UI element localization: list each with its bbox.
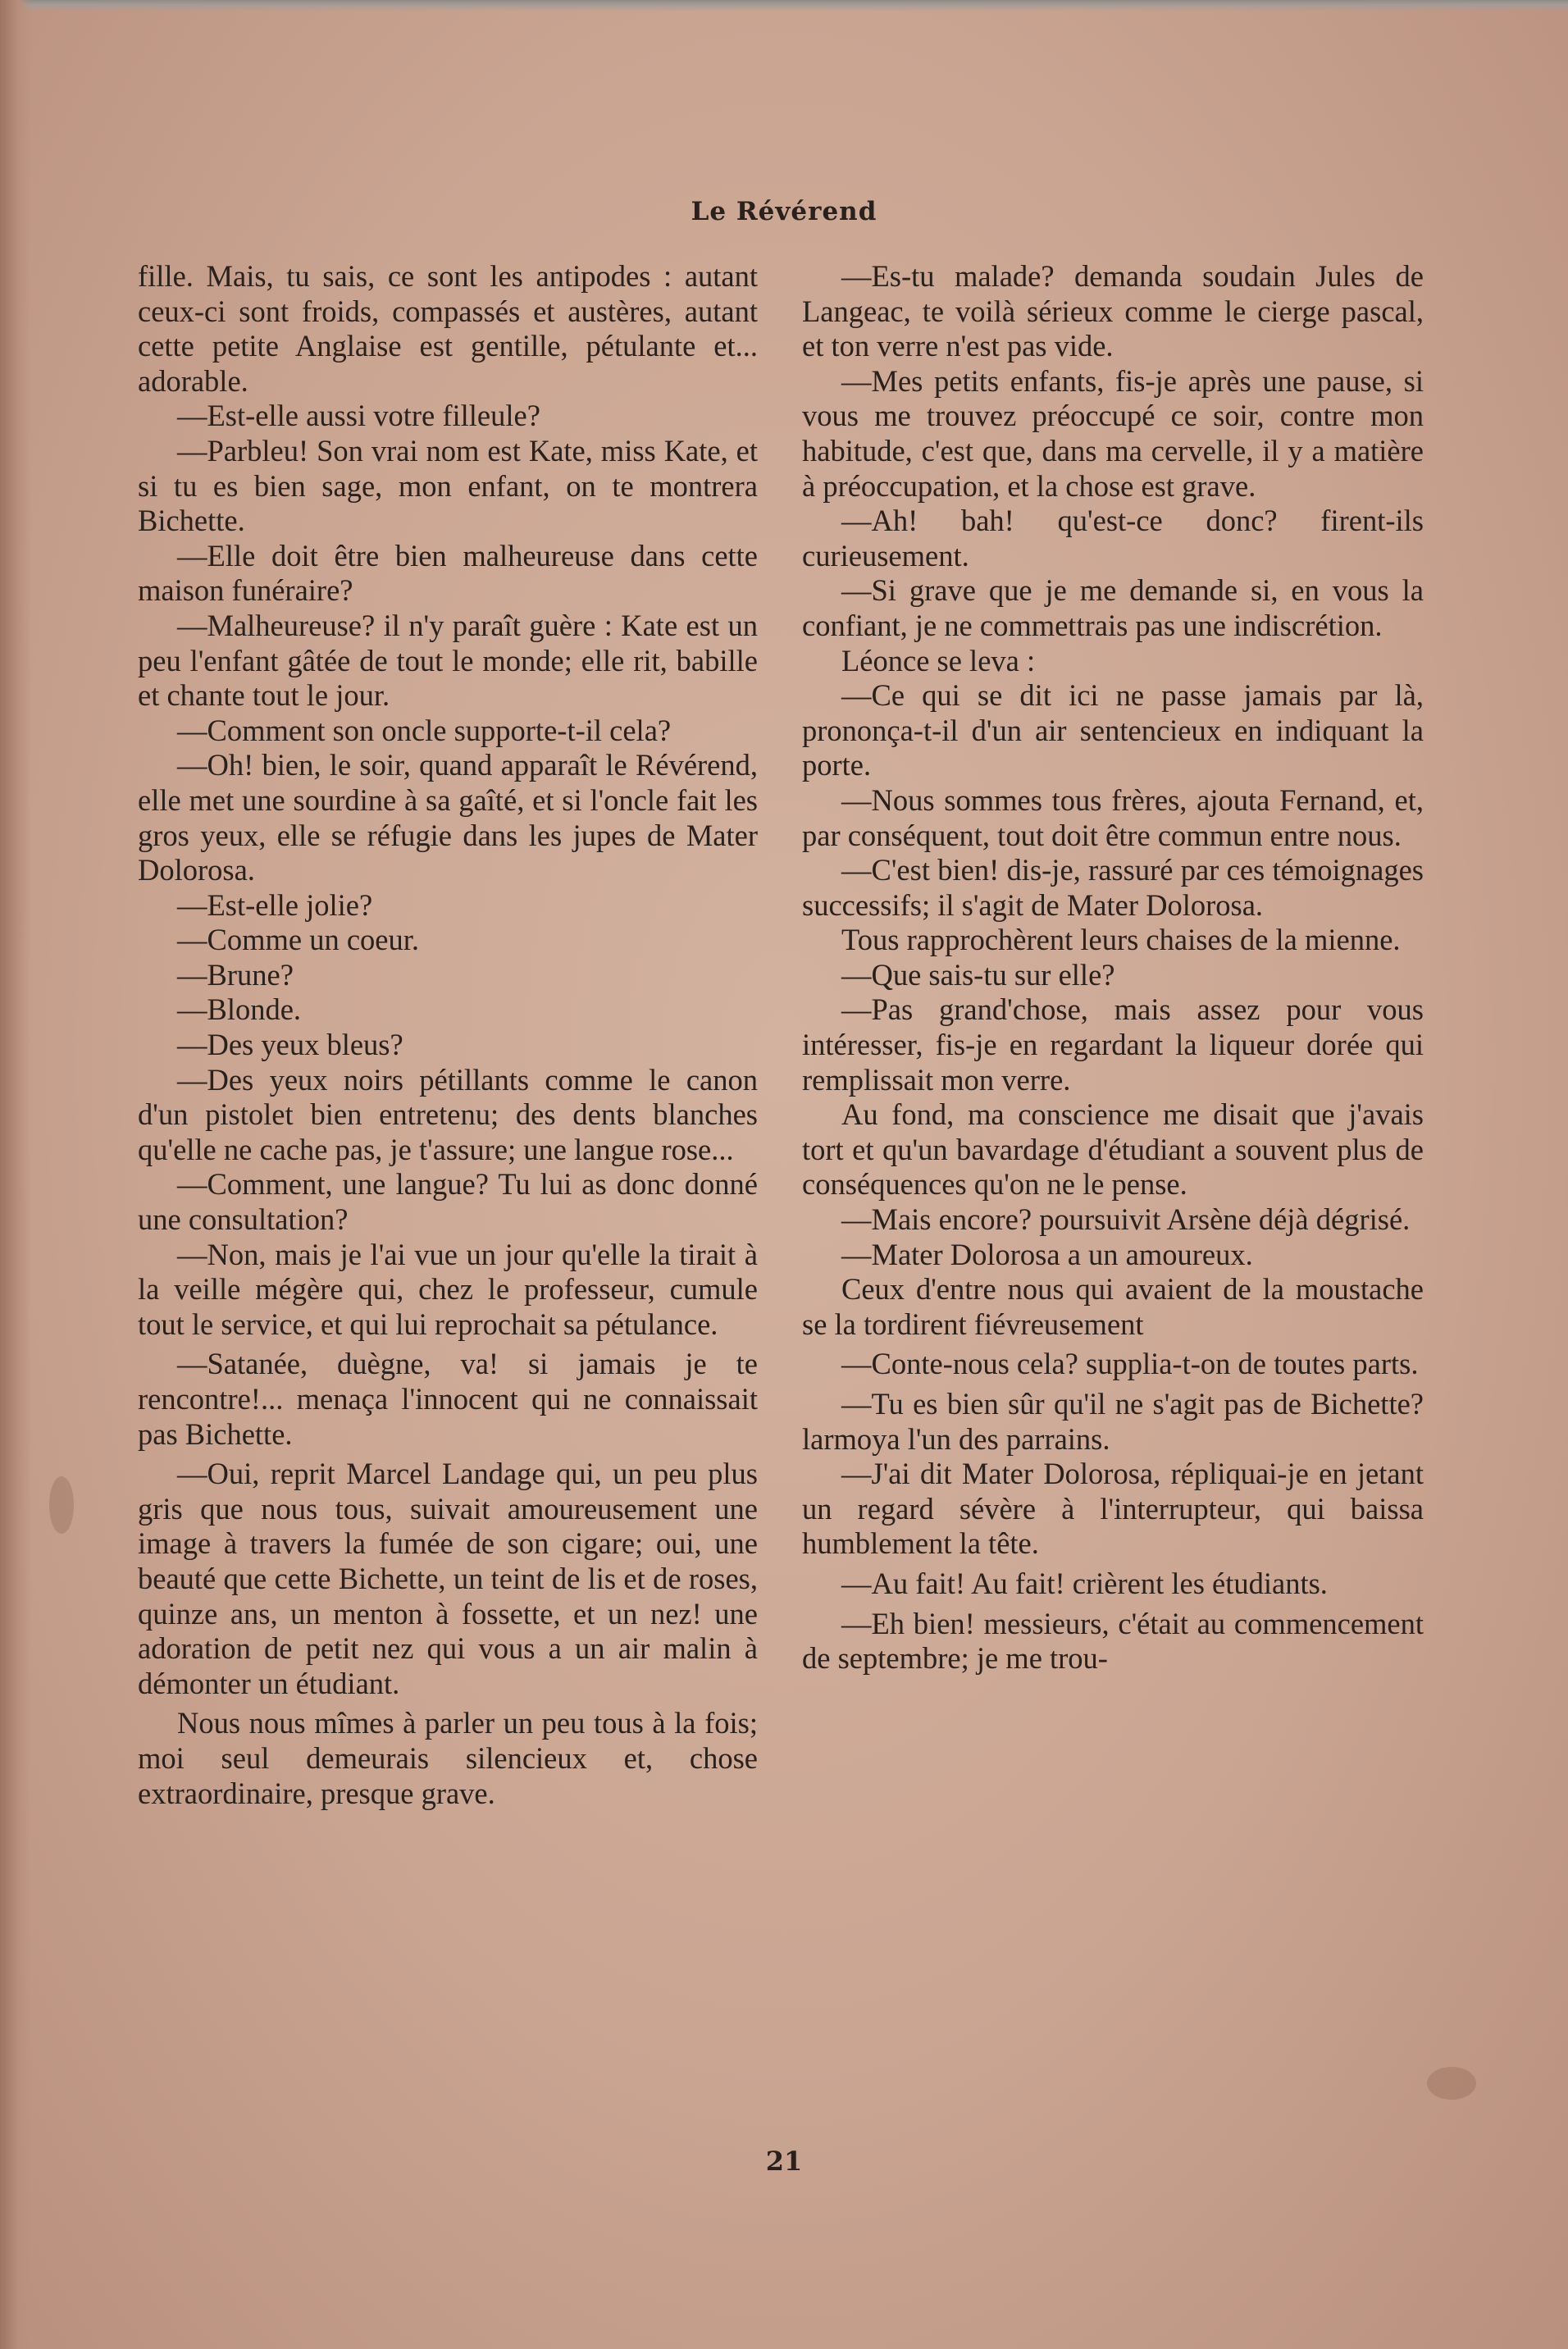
page-top-edge — [0, 0, 1568, 11]
paragraph: —Des yeux noirs pétillants comme le canon d'un pistolet bien entretenu; des dents blanches qu'elle ne cache pas, je t'assure; une langue rose... — [138, 1062, 758, 1166]
page-number: 21 — [765, 2146, 803, 2177]
running-title: Le Révérend — [691, 197, 877, 226]
paragraph: —Oui, reprit Marcel Landage qui, un peu plus gris que nous tous, suivait amoureusement une image à travers la fumée de son cigare; oui, une beauté que cette Bichette, un teint de lis et de roses, quinze ans, un menton à fossette, et un nez! une adoration de petit nez qui vous a un air malin à démonter un étudiant. — [138, 1457, 758, 1700]
paragraph: —Blonde. — [177, 992, 302, 1027]
paragraph: Ceux d'entre nous qui avaient de la moustache se la tordirent fiévreusement — [802, 1272, 1424, 1341]
paper-stain — [49, 1476, 74, 1534]
right-column — [802, 259, 1424, 1676]
paragraph: —Au fait! Au fait! crièrent les étudiants. — [841, 1566, 1328, 1600]
paragraph: —Satanée, duègne, va! si jamais je te rencontre!... menaça l'innocent qui ne connaissait pas Bichette. — [138, 1347, 758, 1451]
paragraph: —J'ai dit Mater Dolorosa, répliquai-je en jetant un regard sévère à l'interrupteur, qui baissa humblement la tête. — [802, 1457, 1424, 1561]
paragraph: —Eh bien! messieurs, c'était au commencement de septembre; je me trou- — [802, 1606, 1424, 1676]
page-binding-edge — [0, 0, 31, 2349]
paragraph: —Est-elle jolie? — [177, 887, 373, 922]
paragraph: —Pas grand'chose, mais assez pour vous intéresser, fis-je en regardant la liqueur dorée qui remplissait mon verre. — [802, 992, 1424, 1097]
paragraph: —Tu es bien sûr qu'il ne s'agit pas de Bichette? larmoya l'un des parrains. — [802, 1387, 1424, 1456]
paragraph: —Des yeux bleus? — [177, 1028, 403, 1062]
paragraph: —Oh! bien, le soir, quand apparaît le Révérend, elle met une sourdine à sa gaîté, et si l'oncle fait les gros yeux, elle se réfugie dans les jupes de Mater Dolorosa. — [138, 748, 758, 887]
paragraph: —Comment, une langue? Tu lui as donc donné une consultation? — [138, 1167, 758, 1237]
paragraph: —Que sais-tu sur elle? — [841, 957, 1115, 992]
paragraph: Léonce se leva : — [841, 643, 1036, 677]
paragraph: —Nous sommes tous frères, ajouta Fernand, et, par conséquent, tout doit être commun entre nous. — [802, 782, 1424, 852]
paragraph: —Ah! bah! qu'est-ce donc? firent-ils curieusement. — [802, 504, 1424, 572]
paragraph: —Si grave que je me demande si, en vous la confiant, je ne commettrais pas une indiscrétion. — [802, 573, 1424, 642]
paragraph: —Parbleu! Son vrai nom est Kate, miss Kate, et si tu es bien sage, mon enfant, on te montrera Bichette. — [138, 433, 758, 538]
paragraph: —Est-elle aussi votre filleule? — [177, 399, 540, 433]
paper-stain — [1427, 2067, 1476, 2100]
paragraph: Au fond, ma conscience me disait que j'avais tort et qu'un bavardage d'étudiant a souvent plus de conséquences qu'on ne le pense. — [802, 1097, 1424, 1202]
paragraph: —Ce qui se dit ici ne passe jamais par là, prononça-t-il d'un air sentencieux en indiquant la porte. — [802, 678, 1424, 782]
left-column — [138, 259, 758, 1811]
paragraph: —Comment son oncle supporte-t-il cela? — [177, 713, 672, 747]
paragraph: Nous nous mîmes à parler un peu tous à la fois; moi seul demeurais silencieux et, chose extraordinaire, presque grave. — [138, 1706, 758, 1810]
paragraph: —Mater Dolorosa a un amoureux. — [841, 1237, 1253, 1271]
paragraph: —Conte-nous cela? supplia-t-on de toutes parts. — [841, 1347, 1419, 1381]
paragraph: —Mais encore? poursuivit Arsène déjà dégrisé. — [841, 1202, 1411, 1237]
paragraph: fille. Mais, tu sais, ce sont les antipodes : autant ceux-ci sont froids, compassés et austères, autant cette petite Anglaise est gentille, pétulante et... adorable. — [138, 259, 758, 398]
paragraph: —Es-tu malade? demanda soudain Jules de Langeac, te voilà sérieux comme le cierge pascal, et ton verre n'est pas vide. — [802, 259, 1424, 363]
paragraph: —Non, mais je l'ai vue un jour qu'elle la tirait à la veille mégère qui, chez le professeur, cumule tout le service, et qui lui reprochait sa pétulance. — [138, 1237, 758, 1341]
paragraph: —Brune? — [177, 957, 294, 992]
paragraph: —Elle doit être bien malheureuse dans cette maison funéraire? — [138, 538, 758, 608]
paragraph: —Malheureuse? il n'y paraît guère : Kate est un peu l'enfant gâtée de tout le monde; elle rit, babille et chante tout le jour. — [138, 608, 758, 713]
paragraph: —C'est bien! dis-je, rassuré par ces témoignages successifs; il s'agit de Mater Dolorosa. — [802, 853, 1424, 922]
paragraph: —Comme un coeur. — [177, 923, 419, 957]
paragraph: —Mes petits enfants, fis-je après une pause, si vous me trouvez préoccupé ce soir, contre mon habitude, c'est que, dans ma cervelle, il y a matière à préoccupation, et la chose est grave. — [802, 363, 1424, 503]
paragraph: Tous rapprochèrent leurs chaises de la mienne. — [841, 923, 1401, 957]
